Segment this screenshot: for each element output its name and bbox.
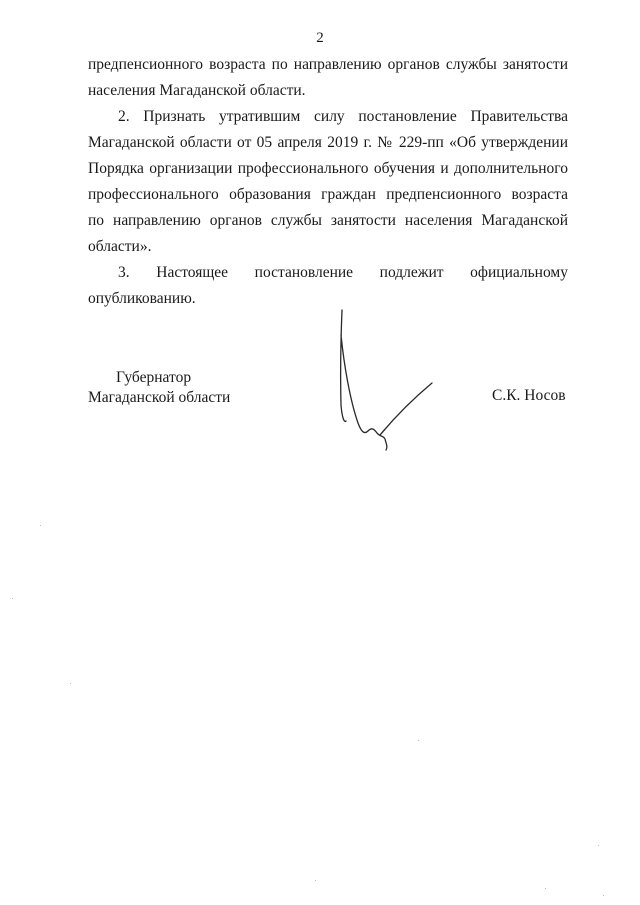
signatory-name: С.К. Носов [492, 387, 566, 404]
text-line: предпенсионного возраста по направлению органов службы занятости [88, 56, 568, 73]
scan-speck [545, 888, 546, 889]
text-line: 2. Признать утратившим силу постановление Правительства [118, 108, 568, 125]
text-line: области». [88, 238, 152, 255]
signatory-title [88, 368, 230, 408]
scan-speck [12, 598, 13, 599]
scan-speck [603, 895, 604, 896]
text-line: населения Магаданской области. [88, 82, 306, 99]
scan-speck [70, 683, 71, 684]
scan-speck [418, 740, 419, 741]
text-line: по направлению органов службы занятости населения Магаданской [88, 212, 568, 229]
page-number: 2 [316, 30, 324, 46]
signatory-region: Магаданской области [88, 389, 231, 406]
handwritten-signature [328, 305, 438, 455]
scan-speck [315, 880, 316, 881]
paragraph-item-2 [88, 104, 568, 260]
text-line: 3. Настоящее постановление подлежит официальному [118, 264, 568, 281]
text-line: опубликованию. [88, 290, 196, 307]
scan-speck [598, 845, 599, 846]
scan-speck [40, 525, 41, 526]
text-line: Магаданской области от 05 апреля 2019 г. № 229-пп «Об утверждении [88, 134, 568, 151]
text-line: Порядка организации профессионального обучения и дополнительного [88, 160, 568, 177]
text-line: профессионального образования граждан предпенсионного возраста [88, 186, 568, 203]
signatory-position: Губернатор [116, 369, 192, 386]
paragraph-continuation [88, 52, 568, 104]
